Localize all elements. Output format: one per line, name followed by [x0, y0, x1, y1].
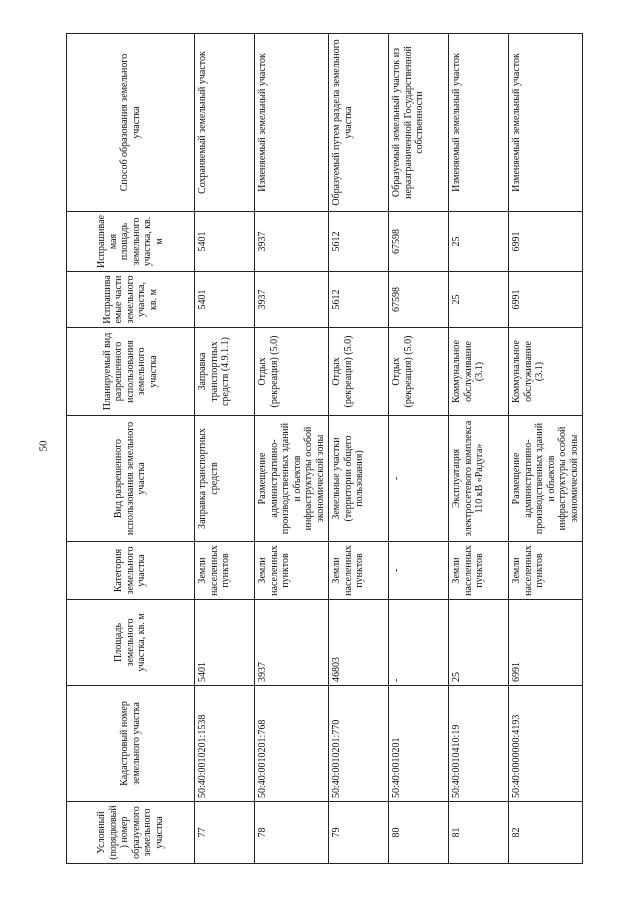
- table-row: [449, 34, 509, 864]
- table-row: [389, 34, 449, 864]
- header-cell: Испрашиваемая площадь земельного участка, кв. м: [67, 212, 195, 272]
- table-cell: 67598: [389, 272, 449, 328]
- table-cell: 78: [255, 802, 329, 864]
- header-cell: Условный (порядковый) номер образуемого земельного участка: [67, 802, 195, 864]
- table-cell: -: [389, 542, 449, 600]
- table-cell: 81: [449, 802, 509, 864]
- table-cell: Образуемый земельный участок из неразграниченной Государственной собственности: [389, 34, 449, 212]
- table-cell: 80: [389, 802, 449, 864]
- table-row: [329, 34, 389, 864]
- header-cell: Планируемый вид разрешенного использования земельного участка: [67, 328, 195, 416]
- table-cell: -: [389, 416, 449, 542]
- land-plot-table: [66, 33, 583, 864]
- table-cell: 82: [509, 802, 583, 864]
- table-cell: Отдых (рекреация) (5.0): [389, 328, 449, 416]
- table-row: [255, 34, 329, 864]
- table-cell: Коммунальное обслуживание (3.1): [449, 328, 509, 416]
- table-cell: 3937: [255, 600, 329, 686]
- table-cell: Изменяемый земельный участок: [509, 34, 583, 212]
- table-cell: Земли населенных пунктов: [255, 542, 329, 600]
- table-cell: 3937: [255, 272, 329, 328]
- table-cell: Земли населенных пунктов: [449, 542, 509, 600]
- table-cell: Земельные участки (территории общего пользования): [329, 416, 389, 542]
- table-cell: 6991: [509, 600, 583, 686]
- table-cell: Земли населенных пунктов: [329, 542, 389, 600]
- page-number: 50: [37, 440, 50, 452]
- table-cell: 25: [449, 272, 509, 328]
- header-cell: Испрашиваемые части земельного участка, кв. м: [67, 272, 195, 328]
- table-cell: Заправка транспортных средств (4.9.1.1): [195, 328, 255, 416]
- table-cell: Земли населенных пунктов: [195, 542, 255, 600]
- table-cell: Изменяемый земельный участок: [449, 34, 509, 212]
- header-cell: Площадь земельного участка, кв. м: [67, 600, 195, 686]
- table-cell: 6991: [509, 212, 583, 272]
- header-cell: Категория земельного участка: [67, 542, 195, 600]
- table-cell: 50:40:0010201:768: [255, 686, 329, 802]
- table-row: [195, 34, 255, 864]
- table-cell: 46803: [329, 600, 389, 686]
- table-cell: Отдых (рекреация) (5.0): [255, 328, 329, 416]
- table-cell: 50:40:0010201:1538: [195, 686, 255, 802]
- table-cell: 5401: [195, 600, 255, 686]
- table-cell: Земли населенных пунктов: [509, 542, 583, 600]
- table-cell: Заправка транспортных средств: [195, 416, 255, 542]
- table-cell: Размещение административно-производственных зданий и объектов инфраструктуры особой экономической зоны: [509, 416, 583, 542]
- table-cell: 50:40:0000000:4193: [509, 686, 583, 802]
- table-cell: 67598: [389, 212, 449, 272]
- table-cell: 3937: [255, 212, 329, 272]
- table-cell: 50:40:0010201: [389, 686, 449, 802]
- table-cell: Размещение административно-производственных зданий и объектов инфраструктуры особой экономической зоны: [255, 416, 329, 542]
- table-cell: 5401: [195, 272, 255, 328]
- table-cell: 25: [449, 600, 509, 686]
- table-cell: Изменяемый земельный участок: [255, 34, 329, 212]
- header-cell: Кадастровый номер земельного участка: [67, 686, 195, 802]
- table-cell: 5401: [195, 212, 255, 272]
- table-cell: 79: [329, 802, 389, 864]
- header-cell: Вид разрешенного использования земельного участка: [67, 416, 195, 542]
- table-cell: Эксплуатация электросетевого комплекса 110 кВ «Радуга»: [449, 416, 509, 542]
- table-cell: 25: [449, 212, 509, 272]
- table-cell: Сохраняемый земельный участок: [195, 34, 255, 212]
- land-plot-table-container: [66, 34, 580, 864]
- table-header-row: [67, 34, 195, 864]
- table-cell: 5612: [329, 212, 389, 272]
- table-cell: 6991: [509, 272, 583, 328]
- table-cell: 5612: [329, 272, 389, 328]
- table-cell: 77: [195, 802, 255, 864]
- table-cell: -: [389, 600, 449, 686]
- header-cell: Способ образования земельного участка: [67, 34, 195, 212]
- table-cell: Отдых (рекреация) (5.0): [329, 328, 389, 416]
- table-cell: 50:40:0010201:770: [329, 686, 389, 802]
- table-cell: Коммунальное обслуживание (3.1): [509, 328, 583, 416]
- table-cell: 50:40:0010410:19: [449, 686, 509, 802]
- table-row: [509, 34, 583, 864]
- table-cell: Образуемый путем раздела земельного участка: [329, 34, 389, 212]
